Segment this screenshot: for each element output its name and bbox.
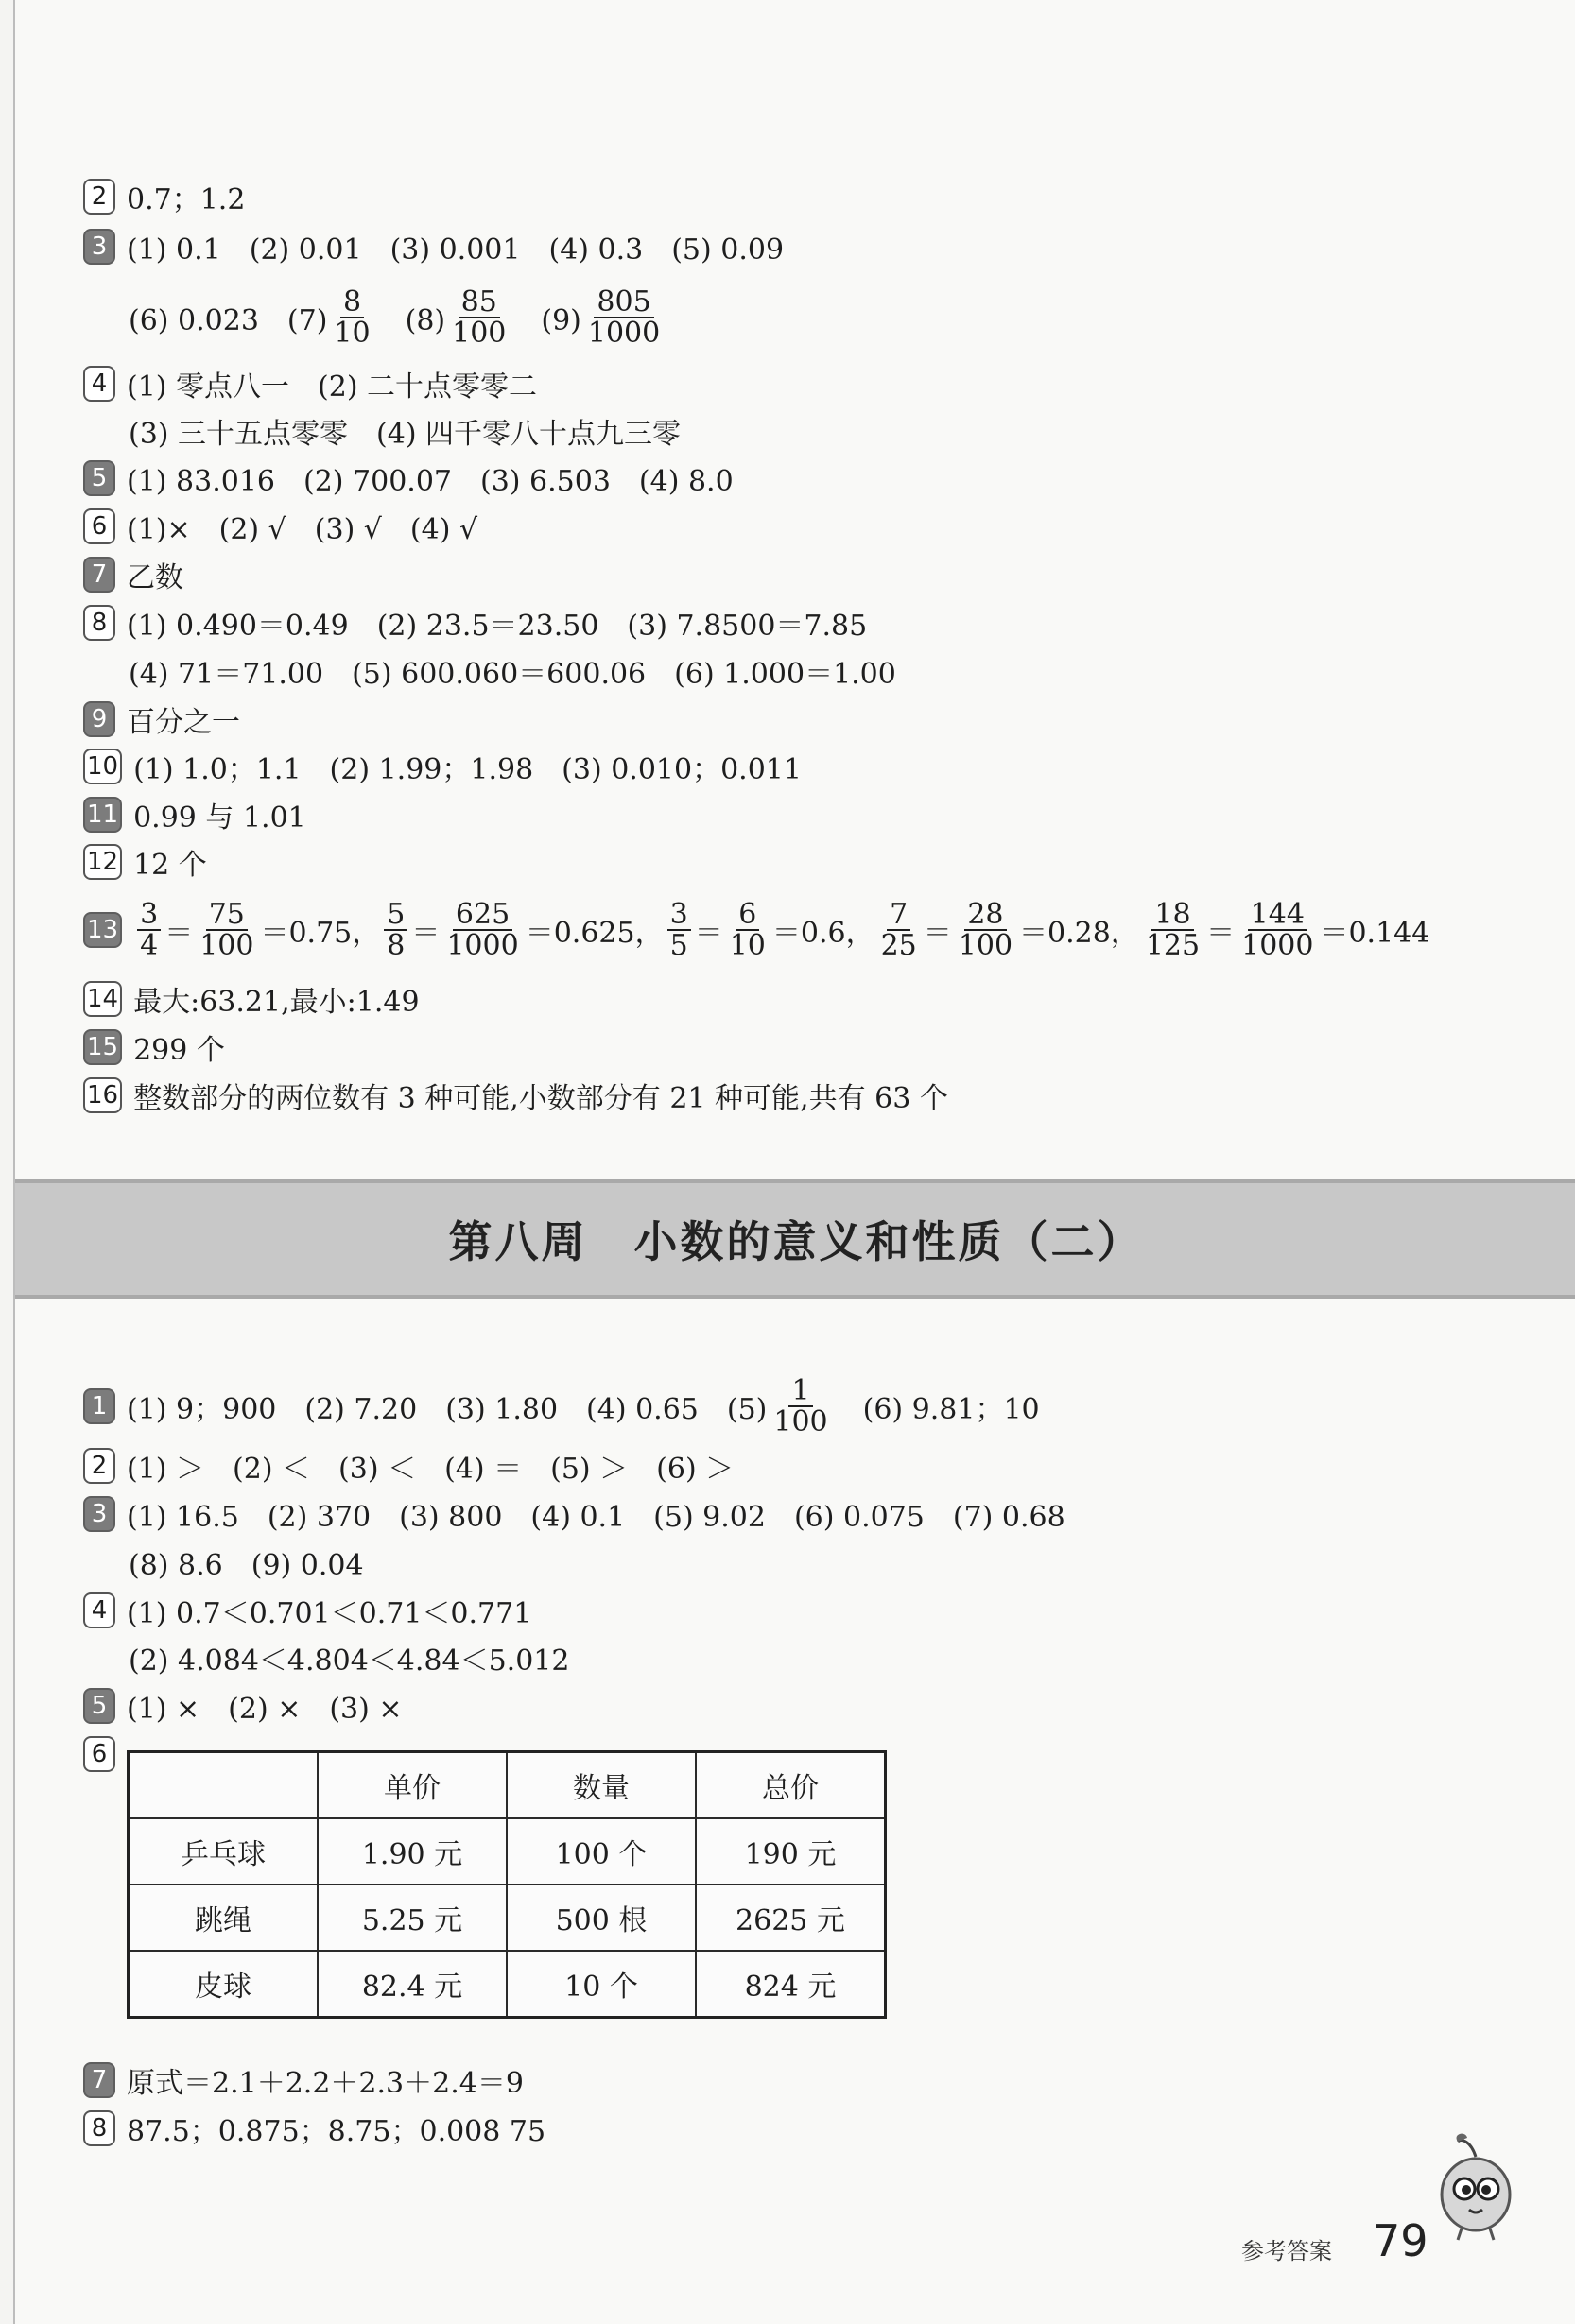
denominator: 5 bbox=[669, 929, 688, 962]
fraction bbox=[449, 284, 509, 350]
fraction bbox=[384, 897, 407, 962]
answer-text: (1) ＞ (2) ＜ (3) ＜ (4) ＝ (5) ＞ (6) ＞ bbox=[127, 1453, 735, 1486]
section-banner bbox=[15, 1179, 1575, 1299]
item-number: 15 bbox=[83, 1029, 122, 1065]
item-4-line2 bbox=[129, 408, 681, 454]
fraction bbox=[1238, 897, 1316, 962]
answer-text: (1) × (2) × (3) × bbox=[127, 1693, 403, 1726]
item-8-line2 bbox=[129, 648, 896, 694]
answer-text: 299 个 bbox=[133, 1034, 225, 1067]
item-11 bbox=[83, 792, 306, 837]
equals-sign: ＝ bbox=[1206, 917, 1236, 950]
answer-text: (1) 16.5 (2) 370 (3) 800 (4) 0.1 (5) 9.02 (6) 0.075 (7) 0.68 bbox=[127, 1501, 1065, 1534]
table-header-row bbox=[129, 1752, 886, 1819]
answer-text: ＝0.75， bbox=[260, 917, 381, 950]
price-table bbox=[127, 1750, 887, 2019]
denominator: 1000 bbox=[587, 317, 661, 350]
numerator: 8 bbox=[340, 287, 364, 319]
fraction bbox=[197, 897, 256, 962]
item-14 bbox=[83, 976, 420, 1022]
answer-text: ＝0.6， bbox=[771, 917, 874, 950]
item-5 bbox=[83, 456, 734, 501]
item-2 bbox=[83, 1443, 734, 1489]
item-4 bbox=[83, 361, 537, 406]
numerator: 144 bbox=[1248, 900, 1307, 932]
item-7 bbox=[83, 552, 183, 597]
item-number: 8 bbox=[83, 2110, 115, 2146]
table-row bbox=[129, 1951, 886, 2018]
table-cell: 500 根 bbox=[507, 1885, 696, 1951]
table-cell: 10 个 bbox=[507, 1951, 696, 2018]
item-number: 13 bbox=[83, 912, 122, 948]
numerator: 3 bbox=[667, 900, 691, 932]
item-3 bbox=[83, 224, 784, 269]
table-cell: 190 元 bbox=[696, 1818, 886, 1885]
answer-text: 0.7；1.2 bbox=[127, 183, 246, 216]
denominator: 1000 bbox=[1241, 929, 1314, 962]
fraction bbox=[956, 897, 1015, 962]
table-cell: 100 个 bbox=[507, 1818, 696, 1885]
answer-text: (1) 零点八一 (2) 二十点零零二 bbox=[127, 370, 538, 404]
table-header-cell: 单价 bbox=[318, 1752, 507, 1819]
item-8 bbox=[83, 600, 867, 646]
denominator: 100 bbox=[452, 317, 507, 350]
item-number: 6 bbox=[83, 1736, 115, 1772]
numerator: 6 bbox=[736, 900, 759, 932]
item-number: 2 bbox=[83, 179, 115, 215]
numerator: 5 bbox=[384, 900, 407, 932]
equals-sign: ＝ bbox=[923, 917, 952, 950]
item-number: 2 bbox=[83, 1448, 115, 1484]
item-9 bbox=[83, 697, 240, 742]
numerator: 625 bbox=[453, 900, 512, 932]
answer-text: 87.5；0.875；8.75；0.008 75 bbox=[127, 2115, 546, 2148]
answer-text: 12 个 bbox=[133, 849, 207, 882]
item-number: 6 bbox=[83, 508, 115, 544]
answer-text: 百分之一 bbox=[127, 706, 240, 739]
answer-text: (3) 三十五点零零 (4) 四千零八十点九三零 bbox=[129, 418, 682, 451]
page-number: 79 bbox=[1373, 2215, 1428, 2266]
numerator: 85 bbox=[459, 287, 500, 319]
answer-text: (1)× (2) √ (3) √ (4) √ bbox=[127, 513, 478, 546]
item-8 bbox=[83, 2106, 545, 2151]
item-number: 1 bbox=[83, 1388, 115, 1424]
table-cell: 跳绳 bbox=[129, 1885, 319, 1951]
numerator: 18 bbox=[1151, 900, 1193, 932]
table-cell: 1.90 元 bbox=[318, 1818, 507, 1885]
answer-text: 最大:63.21,最小:1.49 bbox=[133, 986, 420, 1019]
item-4-line2 bbox=[129, 1635, 569, 1680]
item-number: 9 bbox=[83, 701, 115, 737]
answer-text: 乙数 bbox=[127, 561, 183, 594]
section-title: 第八周 小数的意义和性质（二） bbox=[448, 1216, 1144, 1267]
answer-text: (1) 0.1 (2) 0.01 (3) 0.001 (4) 0.3 (5) 0.09 bbox=[127, 233, 785, 267]
item-number: 11 bbox=[83, 797, 122, 833]
item-number: 4 bbox=[83, 366, 115, 402]
answer-text: 0.99 与 1.01 bbox=[133, 801, 306, 835]
item-5 bbox=[83, 1683, 403, 1729]
answer-text: 原式＝2.1＋2.2＋2.3＋2.4＝9 bbox=[127, 2067, 524, 2100]
denominator: 25 bbox=[880, 929, 917, 962]
item-6 bbox=[83, 504, 477, 549]
item-number: 7 bbox=[83, 557, 115, 593]
denominator: 8 bbox=[387, 929, 406, 962]
answer-text: (8) bbox=[376, 304, 446, 337]
table-cell: 82.4 元 bbox=[318, 1951, 507, 2018]
denominator: 10 bbox=[334, 317, 371, 350]
denominator: 4 bbox=[140, 929, 159, 962]
answer-text: ＝0.28， bbox=[1019, 917, 1139, 950]
table-header-cell: 数量 bbox=[507, 1752, 696, 1819]
fraction bbox=[667, 897, 691, 962]
denominator: 10 bbox=[729, 929, 766, 962]
numerator: 7 bbox=[887, 900, 910, 932]
numerator: 28 bbox=[964, 900, 1006, 932]
fraction bbox=[878, 897, 920, 962]
item-2 bbox=[83, 174, 245, 219]
answer-text: 整数部分的两位数有 3 种可能,小数部分有 21 种可能,共有 63 个 bbox=[133, 1082, 948, 1115]
answer-text: (1) 9；900 (2) 7.20 (3) 1.80 (4) 0.65 (5) bbox=[127, 1393, 768, 1426]
table-header-cell bbox=[129, 1752, 319, 1819]
answer-text: (1) 0.490＝0.49 (2) 23.5＝23.50 (3) 7.8500＝7.85 bbox=[127, 610, 868, 643]
numerator: 805 bbox=[594, 287, 653, 319]
denominator: 100 bbox=[958, 929, 1013, 962]
answer-text: ＝0.625， bbox=[525, 917, 664, 950]
mascot-icon bbox=[1433, 2128, 1518, 2242]
answer-text: (4) 71＝71.00 (5) 600.060＝600.06 (6) 1.000＝1.00 bbox=[129, 658, 896, 691]
numerator: 75 bbox=[206, 900, 248, 932]
equals-sign: ＝ bbox=[164, 917, 194, 950]
item-4 bbox=[83, 1588, 531, 1633]
item-15 bbox=[83, 1024, 225, 1070]
item-3-line2 bbox=[129, 284, 666, 352]
answer-text: (6) 9.81；10 bbox=[834, 1393, 1040, 1426]
answer-text: (1) 83.016 (2) 700.07 (3) 6.503 (4) 8.0 bbox=[127, 465, 734, 498]
item-number: 7 bbox=[83, 2062, 115, 2098]
answer-text: (1) 1.0；1.1 (2) 1.99；1.98 (3) 0.010；0.011 bbox=[133, 753, 802, 786]
fraction bbox=[727, 897, 769, 962]
fraction bbox=[137, 897, 161, 962]
answer-text: (9) bbox=[512, 304, 581, 337]
item-number: 3 bbox=[83, 1496, 115, 1532]
answer-text: (6) 0.023 (7) bbox=[129, 304, 328, 337]
table-cell: 5.25 元 bbox=[318, 1885, 507, 1951]
denominator: 100 bbox=[199, 929, 254, 962]
numerator: 3 bbox=[137, 900, 161, 932]
table-cell: 乒乓球 bbox=[129, 1818, 319, 1885]
item-number: 14 bbox=[83, 981, 122, 1017]
item-number: 10 bbox=[83, 749, 122, 784]
item-7 bbox=[83, 2057, 524, 2103]
table-cell: 2625 元 bbox=[696, 1885, 886, 1951]
answer-text: ＝0.144 bbox=[1320, 917, 1430, 950]
item-12 bbox=[83, 839, 207, 885]
item-number: 5 bbox=[83, 1688, 115, 1724]
item-1 bbox=[83, 1372, 1040, 1440]
item-number: 8 bbox=[83, 605, 115, 641]
answer-text: (1) 0.7＜0.701＜0.71＜0.771 bbox=[127, 1597, 532, 1630]
denominator: 125 bbox=[1145, 929, 1201, 962]
table-cell: 824 元 bbox=[696, 1951, 886, 2018]
item-number: 3 bbox=[83, 229, 115, 265]
denominator: 1000 bbox=[446, 929, 519, 962]
fraction bbox=[770, 1373, 830, 1438]
item-number: 16 bbox=[83, 1077, 122, 1113]
answer-text: (8) 8.6 (9) 0.04 bbox=[129, 1549, 364, 1582]
item-6 bbox=[83, 1731, 127, 1777]
answer-text: (2) 4.084＜4.804＜4.84＜5.012 bbox=[129, 1644, 570, 1678]
table-header-cell: 总价 bbox=[696, 1752, 886, 1819]
footer-label: 参考答案 bbox=[1241, 2238, 1332, 2264]
denominator: 100 bbox=[773, 1405, 828, 1438]
answer-page bbox=[13, 0, 1575, 2324]
item-3 bbox=[83, 1491, 1065, 1537]
item-16 bbox=[83, 1073, 948, 1118]
table-row bbox=[129, 1885, 886, 1951]
item-10 bbox=[83, 744, 802, 789]
equals-sign: ＝ bbox=[411, 917, 441, 950]
item-13 bbox=[83, 894, 1429, 966]
fraction bbox=[443, 897, 521, 962]
table-row bbox=[129, 1818, 886, 1885]
item-3-line2 bbox=[129, 1540, 364, 1585]
numerator: 1 bbox=[788, 1376, 812, 1408]
item-number: 12 bbox=[83, 844, 122, 880]
item-number: 5 bbox=[83, 460, 115, 496]
fraction bbox=[1143, 897, 1203, 962]
equals-sign: ＝ bbox=[694, 917, 723, 950]
item-number: 4 bbox=[83, 1592, 115, 1628]
fraction bbox=[585, 284, 663, 350]
table-cell: 皮球 bbox=[129, 1951, 319, 2018]
fraction bbox=[331, 284, 372, 350]
